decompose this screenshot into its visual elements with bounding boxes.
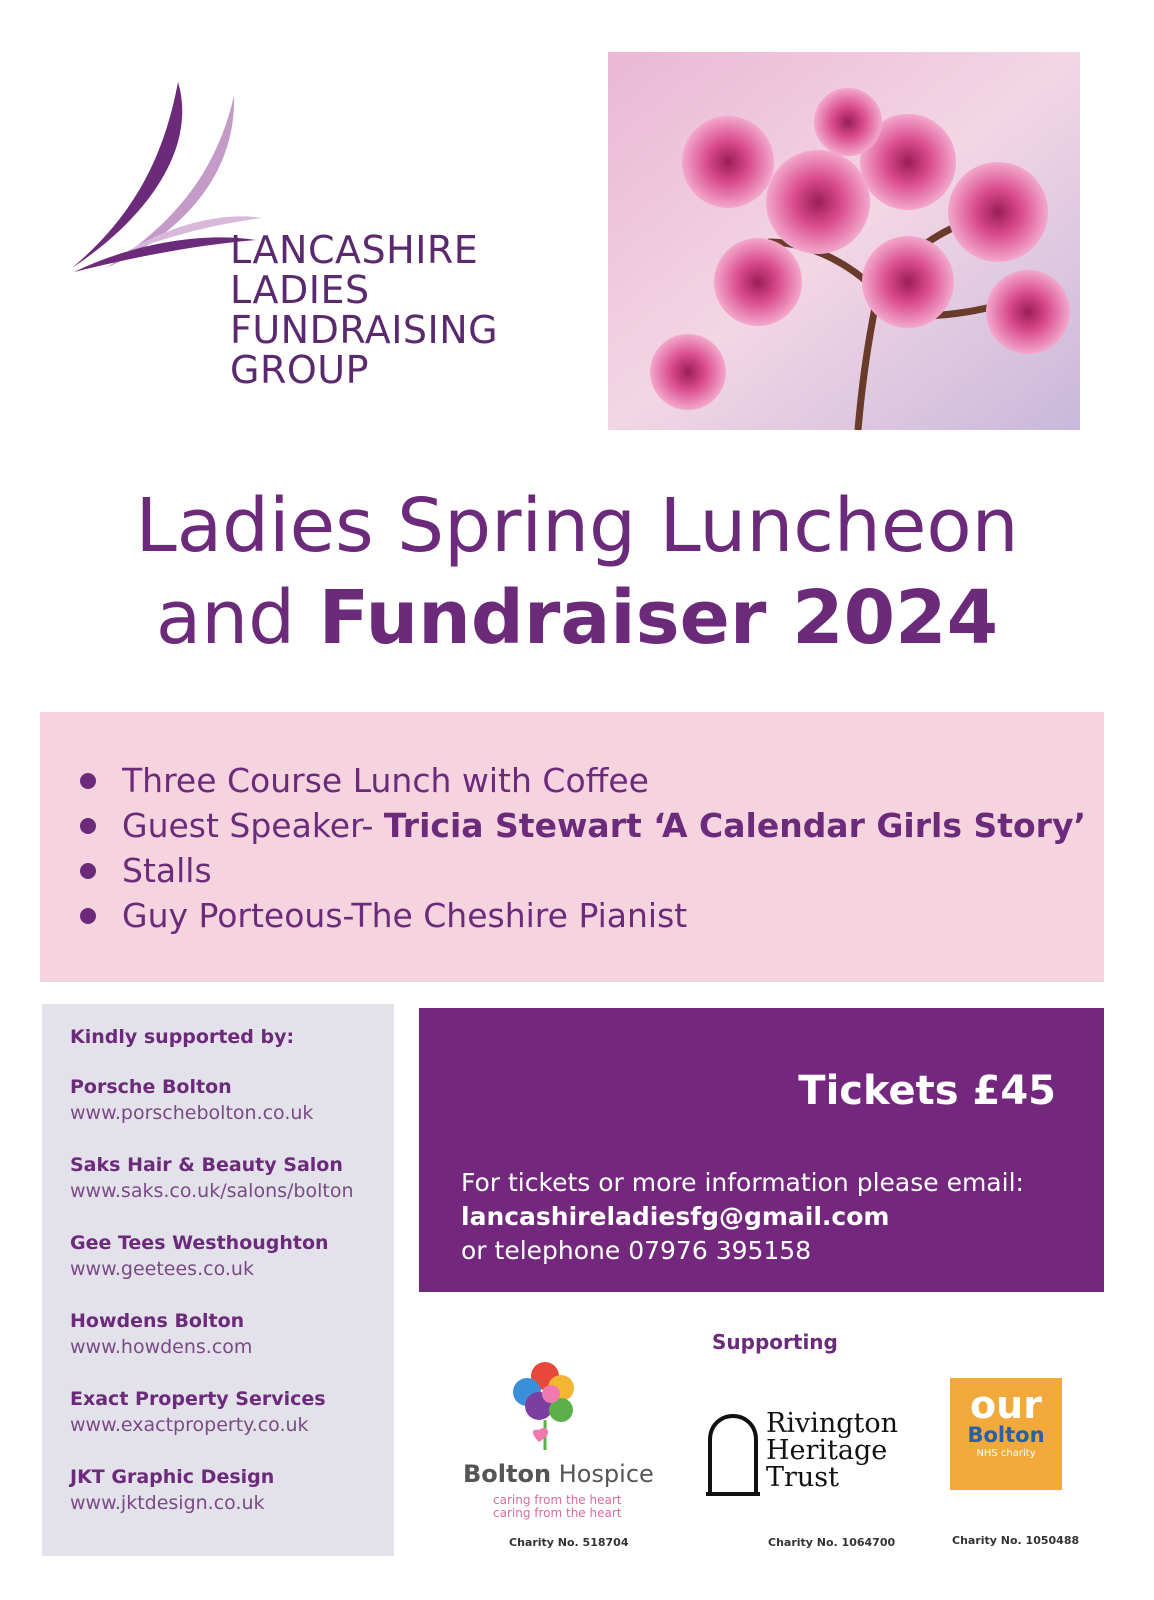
sponsor-name: Exact Property Services	[70, 1388, 326, 1410]
feature-speaker-name: Tricia Stewart ‘A Calendar Girls Story’	[383, 806, 1086, 845]
sponsor-url[interactable]: www.exactproperty.co.uk	[70, 1414, 309, 1436]
title-and: and	[155, 575, 319, 661]
contact-email[interactable]: lancashireladiesfg@gmail.com	[461, 1202, 890, 1231]
bolton-hospice-name-bold: Bolton	[463, 1460, 552, 1488]
sponsor-url[interactable]: www.jktdesign.co.uk	[70, 1492, 265, 1514]
ticket-contact-info	[461, 1166, 1024, 1268]
tickets-panel	[419, 1008, 1104, 1292]
title-line-1: Ladies Spring Luncheon	[135, 483, 1019, 569]
title-fundraiser: Fundraiser 2024	[318, 575, 999, 661]
title-line-2	[0, 572, 1154, 664]
sponsor-url[interactable]: www.porschebolton.co.uk	[70, 1102, 314, 1124]
rivington-line: Heritage	[766, 1435, 888, 1466]
charity-number: Charity No. 1050488	[952, 1534, 1080, 1547]
rose-icon	[505, 1358, 585, 1458]
sponsor-name: Porsche Bolton	[70, 1076, 232, 1098]
bolton-hospice-name	[463, 1460, 654, 1488]
charity-number: Charity No. 518704	[509, 1536, 629, 1549]
sponsor-item	[70, 1074, 394, 1126]
rivington-name	[766, 1410, 898, 1491]
rivington-heritage-trust-logo	[706, 1410, 926, 1548]
our-bolton-our: our	[970, 1383, 1042, 1427]
sponsor-item	[70, 1152, 394, 1204]
charity-number: Charity No. 1064700	[768, 1536, 896, 1549]
supporting-label: Supporting	[712, 1330, 838, 1354]
bolton-hospice-name-regular: Hospice	[551, 1460, 654, 1488]
sponsor-item	[70, 1308, 394, 1360]
sponsor-item	[70, 1386, 394, 1438]
logo-line: GROUP	[230, 348, 369, 392]
sponsor-name: Gee Tees Westhoughton	[70, 1232, 329, 1254]
logo-wordmark	[230, 230, 498, 390]
bolton-hospice-tagline	[493, 1494, 621, 1520]
feature-list	[78, 758, 1104, 938]
sponsor-url[interactable]: www.geetees.co.uk	[70, 1258, 254, 1280]
logo-line: LADIES	[230, 268, 370, 312]
sponsor-name: Howdens Bolton	[70, 1310, 245, 1332]
sponsor-name: JKT Graphic Design	[70, 1466, 275, 1488]
our-bolton-bolton: Bolton	[967, 1423, 1045, 1447]
feature-item	[78, 803, 1104, 848]
sponsor-url[interactable]: www.saks.co.uk/salons/bolton	[70, 1180, 354, 1202]
arch-icon	[706, 1414, 760, 1496]
cherry-blossom-photo	[608, 52, 1080, 430]
feature-item: Stalls	[78, 848, 1104, 893]
feature-speaker-label: Guest Speaker-	[122, 806, 384, 845]
rivington-line: Trust	[766, 1462, 840, 1493]
contact-intro: For tickets or more information please email:	[461, 1168, 1024, 1197]
feature-item: Guy Porteous-The Cheshire Pianist	[78, 893, 1104, 938]
logo-line: FUNDRAISING	[230, 308, 499, 352]
our-bolton-nhs: NHS charity	[976, 1448, 1036, 1459]
tagline-line: caring from the heart	[493, 1506, 622, 1520]
our-bolton-badge	[950, 1378, 1062, 1490]
contact-phone[interactable]: or telephone 07976 395158	[461, 1236, 812, 1265]
sponsor-name: Saks Hair & Beauty Salon	[70, 1154, 343, 1176]
feature-item: Three Course Lunch with Coffee	[78, 758, 1104, 803]
event-title	[0, 480, 1154, 664]
sponsors-title: Kindly supported by:	[70, 1026, 295, 1048]
tagline-line: caring from the heart	[493, 1493, 622, 1507]
sponsors-panel	[42, 1004, 394, 1556]
ticket-price: Tickets £45	[798, 1068, 1056, 1114]
group-logo	[66, 72, 566, 402]
logo-line: LANCASHIRE	[230, 228, 479, 272]
rivington-line: Rivington	[766, 1408, 899, 1439]
bolton-hospice-logo	[455, 1358, 675, 1548]
sponsor-url[interactable]: www.howdens.com	[70, 1336, 253, 1358]
our-bolton-nhs-charity-logo	[936, 1378, 1086, 1548]
sponsor-item	[70, 1230, 394, 1282]
sponsor-item	[70, 1464, 394, 1516]
event-features-panel	[40, 712, 1104, 982]
